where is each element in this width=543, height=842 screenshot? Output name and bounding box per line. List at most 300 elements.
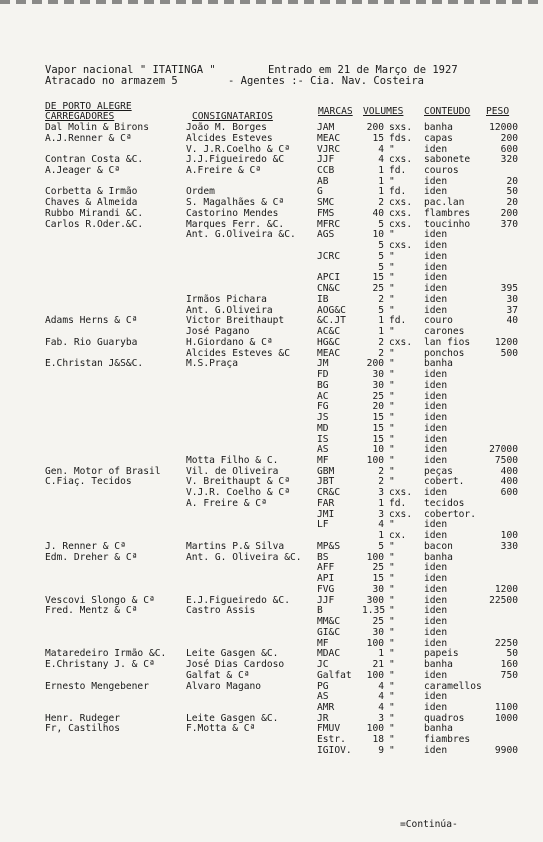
shipper-cell: J. Renner & Cª (45, 540, 126, 552)
table-row (0, 359, 543, 369)
shipper-cell: Vescovi Slongo & Cª (45, 594, 155, 606)
consignee-cell: João M. Borges (186, 122, 267, 133)
volume-count-cell: 30 (372, 583, 384, 595)
table-row (0, 177, 543, 187)
table-row (0, 370, 543, 380)
table-row (0, 424, 543, 434)
volume-count-cell: 2 (378, 476, 384, 488)
package-type-cell: cxs. (389, 487, 413, 499)
marks-cell: MDAC (317, 648, 341, 660)
table-row (0, 402, 543, 412)
volume-count-cell: 5 (378, 218, 384, 230)
table-row (0, 714, 543, 724)
contents-cell: peças (424, 465, 453, 477)
package-type-cell: cx. (389, 530, 407, 542)
col-header-contents: CONTEUDO (424, 106, 471, 117)
volume-count-cell: 100 (366, 637, 384, 649)
contents-cell: iden (424, 605, 448, 617)
table-row (0, 628, 543, 638)
volume-count-cell: 30 (372, 369, 384, 380)
weight-cell: 160 (500, 659, 518, 670)
marks-cell: MD (317, 422, 329, 434)
marks-cell: API (317, 573, 335, 585)
volume-count-cell: 18 (372, 734, 384, 746)
contents-cell: lan fios (424, 336, 471, 348)
volume-count-cell: 15 (372, 272, 384, 284)
package-type-cell: " (389, 304, 395, 316)
package-type-cell: " (389, 250, 395, 262)
table-row (0, 338, 543, 348)
marks-cell: MFRC (317, 218, 341, 230)
volume-count-cell: 1 (378, 315, 384, 327)
weight-cell: 320 (500, 154, 518, 166)
weight-cell: 12000 (489, 122, 518, 133)
shipper-cell: Corbetta & Irmão (45, 186, 138, 198)
package-type-cell: " (389, 401, 395, 413)
origin-heading: DE PORTO ALEGRE (45, 101, 132, 112)
marks-cell: AC&C (317, 326, 341, 338)
marks-cell: VJRC (317, 143, 341, 155)
table-row (0, 392, 543, 402)
contents-cell: pac.lan (424, 197, 465, 209)
package-type-cell: cxs. (389, 240, 413, 252)
marks-cell: CR&C (317, 487, 341, 499)
consignee-cell: Marques Ferr. &C. (186, 218, 285, 230)
marks-cell: BG (317, 379, 329, 391)
package-type-cell: " (389, 573, 395, 585)
contents-cell: banha (424, 659, 453, 670)
marks-cell: JBT (317, 476, 335, 488)
weight-cell: 50 (506, 648, 518, 660)
weight-cell: 2250 (494, 637, 518, 649)
table-row (0, 671, 543, 681)
weight-cell: 50 (506, 186, 518, 198)
package-type-cell: " (389, 702, 395, 713)
volume-count-cell: 1 (378, 175, 384, 187)
package-type-cell: " (389, 734, 395, 746)
volume-count-cell: 3 (378, 712, 384, 724)
marks-cell: Estr. (317, 734, 346, 746)
contents-cell: iden (424, 626, 448, 638)
package-type-cell: " (389, 272, 395, 284)
col-header-weight: PESO (486, 106, 510, 117)
shipper-cell: Adams Herns & Cª (45, 315, 138, 327)
consignee-cell: Galfat & Cª (186, 669, 250, 681)
marks-cell: APCI (317, 272, 341, 284)
volume-count-cell: 25 (372, 562, 384, 574)
package-type-cell: " (389, 712, 395, 724)
marks-cell: LF (317, 519, 329, 531)
contents-cell: iden (424, 412, 448, 423)
package-type-cell: cxs. (389, 197, 413, 209)
weight-cell: 330 (500, 540, 518, 552)
weight-cell: 100 (500, 530, 518, 542)
package-type-cell: " (389, 637, 395, 649)
volume-count-cell: 2 (378, 197, 384, 209)
package-type-cell: sxs. (389, 122, 413, 133)
volume-count-cell: 15 (372, 422, 384, 434)
col-header-volumes: VOLUMES (363, 106, 404, 117)
volume-count-cell: 3 (378, 508, 384, 520)
package-type-cell: " (389, 540, 395, 552)
marks-cell: JMI (317, 508, 335, 520)
package-type-cell: " (389, 261, 395, 273)
volume-count-cell: 100 (366, 454, 384, 466)
weight-cell: 600 (500, 143, 518, 155)
marks-cell: &C.JT (317, 315, 346, 327)
contents-cell: iden (424, 390, 448, 402)
package-type-cell: " (389, 519, 395, 531)
marks-cell: FAR (317, 497, 335, 509)
volume-count-cell: 2 (378, 347, 384, 359)
marks-cell: JR (317, 712, 329, 724)
contents-cell: flambres (424, 207, 471, 219)
marks-cell: SMC (317, 197, 335, 209)
marks-cell: AFF (317, 562, 335, 574)
contents-cell: banha (424, 551, 453, 563)
table-row (0, 263, 543, 273)
table-row (0, 510, 543, 520)
table-row (0, 445, 543, 455)
contents-cell: iden (424, 637, 448, 649)
vessel-title: Vapor nacional " ITATINGA " (45, 64, 216, 76)
table-row (0, 488, 543, 498)
table-row (0, 349, 543, 359)
contents-cell: cobertor. (424, 508, 476, 520)
shipper-cell: Rubbo Mirandi &C. (45, 207, 144, 219)
volume-count-cell: 2 (378, 336, 384, 348)
shipper-cell: Contran Costa &C. (45, 154, 144, 166)
marks-cell: CCB (317, 165, 335, 176)
table-row (0, 381, 543, 391)
contents-cell: quadros (424, 712, 465, 724)
table-row (0, 746, 543, 756)
volume-count-cell: 1 (378, 326, 384, 338)
package-type-cell: fd. (389, 497, 407, 509)
contents-cell: iden (424, 444, 448, 456)
contents-cell: iden (424, 530, 448, 542)
consignee-cell: Ant. G.Oliveira (186, 304, 273, 316)
volume-count-cell: 1 (378, 530, 384, 542)
contents-cell: banha (424, 358, 453, 370)
marks-cell: GBM (317, 465, 335, 477)
weight-cell: 400 (500, 465, 518, 477)
shipper-cell: Fab. Rio Guaryba (45, 336, 138, 348)
package-type-cell: cxs. (389, 508, 413, 520)
contents-cell: iden (424, 583, 448, 595)
contents-cell: iden (424, 573, 448, 585)
volume-count-cell: 2 (378, 293, 384, 305)
consignee-cell: E.J.Figueiredo &C. (186, 594, 290, 606)
volume-count-cell: 4 (378, 691, 384, 703)
shipper-cell: A.Jeager & Cª (45, 165, 121, 176)
volume-count-cell: 200 (366, 122, 384, 133)
weight-cell: 1200 (494, 583, 518, 595)
marks-cell: G (317, 186, 323, 198)
table-row (0, 563, 543, 573)
table-row (0, 209, 543, 219)
table-row (0, 316, 543, 326)
weight-cell: 22500 (489, 594, 518, 606)
package-type-cell: " (389, 347, 395, 359)
marks-cell: JC (317, 659, 329, 670)
agents-line: - Agentes :- Cia. Nav. Costeira (228, 75, 424, 87)
marks-cell: MEAC (317, 347, 341, 359)
contents-cell: iden (424, 669, 448, 681)
table-row (0, 187, 543, 197)
contents-cell: papeis (424, 648, 459, 660)
consignee-cell: V. J.R.Coelho & Cª (186, 143, 290, 155)
contents-cell: iden (424, 401, 448, 413)
package-type-cell: " (389, 680, 395, 692)
table-row (0, 198, 543, 208)
volume-count-cell: 100 (366, 551, 384, 563)
package-type-cell: " (389, 293, 395, 305)
marks-cell: AS (317, 691, 329, 703)
contents-cell: toucinho (424, 218, 471, 230)
shipper-cell: Edm. Dreher & Cª (45, 551, 138, 563)
shipper-cell: Carlos R.Oder.&C. (45, 218, 144, 230)
marks-cell: JAM (317, 122, 335, 133)
table-row (0, 542, 543, 552)
package-type-cell: " (389, 326, 395, 338)
package-type-cell: " (389, 444, 395, 456)
volume-count-cell: 1 (378, 186, 384, 198)
volume-count-cell: 1 (378, 165, 384, 176)
weight-cell: 750 (500, 669, 518, 681)
consignee-cell: Ordem (186, 186, 215, 198)
volume-count-cell: 4 (378, 143, 384, 155)
weight-cell: 600 (500, 487, 518, 499)
marks-cell: FVG (317, 583, 335, 595)
contents-cell: capas (424, 132, 453, 144)
marks-cell: JJF (317, 594, 335, 606)
volume-count-cell: 15 (372, 433, 384, 445)
volume-count-cell: 10 (372, 444, 384, 456)
package-type-cell: " (389, 465, 395, 477)
contents-cell: iden (424, 691, 448, 703)
weight-cell: 400 (500, 476, 518, 488)
marks-cell: MP&S (317, 540, 341, 552)
table-row (0, 295, 543, 305)
marks-cell: AOG&C (317, 304, 346, 316)
volume-count-cell: 5 (378, 250, 384, 262)
marks-cell: AGS (317, 229, 335, 241)
consignee-cell: Castro Assis (186, 605, 256, 617)
package-type-cell: " (389, 626, 395, 638)
consignee-cell: V. Breithaupt & Cª (186, 476, 290, 488)
marks-cell: JM (317, 358, 329, 370)
package-type-cell: " (389, 283, 395, 295)
volume-count-cell: 100 (366, 669, 384, 681)
consignee-cell: M.S.Praça (186, 358, 238, 370)
contents-cell: iden (424, 304, 448, 316)
contents-cell: couros (424, 165, 459, 176)
marks-cell: AS (317, 444, 329, 456)
shipper-cell: A.J.Renner & Cª (45, 132, 132, 144)
weight-cell: 37 (506, 304, 518, 316)
contents-cell: iden (424, 293, 448, 305)
marks-cell: MF (317, 454, 329, 466)
contents-cell: ponchos (424, 347, 465, 359)
volume-count-cell: 4 (378, 154, 384, 166)
table-row (0, 230, 543, 240)
package-type-cell: " (389, 691, 395, 703)
marks-cell: FMUV (317, 723, 341, 735)
volume-count-cell: 2 (378, 465, 384, 477)
package-type-cell: fds. (389, 132, 413, 144)
package-type-cell: " (389, 605, 395, 617)
marks-cell: B (317, 605, 323, 617)
consignee-cell: Ant. G. Oliveira &C. (186, 551, 302, 563)
contents-cell: iden (424, 744, 448, 756)
consignee-cell: Motta Filho & C. (186, 454, 279, 466)
package-type-cell: fd. (389, 315, 407, 327)
contents-cell: iden (424, 487, 448, 499)
consignee-cell: Irmãos Pichara (186, 293, 267, 305)
weight-cell: 30 (506, 293, 518, 305)
table-row (0, 467, 543, 477)
contents-cell: iden (424, 519, 448, 531)
volume-count-cell: 200 (366, 358, 384, 370)
weight-cell: 27000 (489, 444, 518, 456)
package-type-cell: " (389, 551, 395, 563)
contents-cell: fiambres (424, 734, 471, 746)
weight-cell: 20 (506, 175, 518, 187)
package-type-cell: " (389, 358, 395, 370)
marks-cell: Galfat (317, 669, 352, 681)
table-row (0, 413, 543, 423)
package-type-cell: " (389, 562, 395, 574)
contents-cell: iden (424, 616, 448, 627)
package-type-cell: " (389, 175, 395, 187)
table-row (0, 284, 543, 294)
shipper-cell: Henr. Rudeger (45, 712, 121, 724)
marks-cell: MF (317, 637, 329, 649)
table-row (0, 531, 543, 541)
marks-cell: JJF (317, 154, 335, 166)
package-type-cell: cxs. (389, 218, 413, 230)
table-row (0, 327, 543, 337)
consignee-cell: F.Motta & Cª (186, 723, 256, 735)
package-type-cell: " (389, 390, 395, 402)
arrival-date: Entrado em 21 de Março de 1927 (268, 64, 458, 76)
col-header-marks: MARCAS (318, 106, 353, 117)
volume-count-cell: 15 (372, 412, 384, 423)
package-type-cell: fd. (389, 165, 407, 176)
table-row (0, 606, 543, 616)
shipper-cell: Fred. Mentz & Cª (45, 605, 138, 617)
table-row (0, 155, 543, 165)
marks-cell: FG (317, 401, 329, 413)
package-type-cell: " (389, 723, 395, 735)
contents-cell: iden (424, 250, 448, 262)
consignee-cell: Castorino Mendes (186, 207, 279, 219)
consignee-cell: Alcides Esteves &C (186, 347, 290, 359)
consignee-cell: José Pagano (186, 326, 250, 338)
weight-cell: 1200 (494, 336, 518, 348)
shipper-cell: E.Christany J. & Cª (45, 659, 155, 670)
shipper-cell: Gen. Motor of Brasil (45, 465, 161, 477)
contents-cell: iden (424, 272, 448, 284)
volume-count-cell: 4 (378, 702, 384, 713)
package-type-cell: " (389, 422, 395, 434)
marks-cell: AB (317, 175, 329, 187)
consignee-cell: Alcides Esteves (186, 132, 273, 144)
consignee-cell: Leite Gasgen &C. (186, 648, 279, 660)
table-row (0, 306, 543, 316)
contents-cell: iden (424, 143, 448, 155)
marks-cell: IS (317, 433, 329, 445)
volume-count-cell: 1 (378, 648, 384, 660)
table-row (0, 585, 543, 595)
col-header-shippers: CARREGADORES (45, 111, 115, 122)
contents-cell: iden (424, 562, 448, 574)
volume-count-cell: 3 (378, 487, 384, 499)
volume-count-cell: 1.35 (362, 605, 386, 617)
contents-cell: iden (424, 379, 448, 391)
volume-count-cell: 9 (378, 744, 384, 756)
volume-count-cell: 4 (378, 519, 384, 531)
table-row (0, 724, 543, 734)
weight-cell: 9900 (494, 744, 518, 756)
shipper-cell: Chaves & Almeida (45, 197, 138, 209)
volume-count-cell: 5 (378, 540, 384, 552)
volume-count-cell: 25 (372, 616, 384, 627)
package-type-cell: " (389, 433, 395, 445)
weight-cell: 1000 (494, 712, 518, 724)
contents-cell: iden (424, 422, 448, 434)
contents-cell: iden (424, 175, 448, 187)
shipper-cell: C.Fiaç. Tecidos (45, 476, 132, 488)
volume-count-cell: 10 (372, 229, 384, 241)
consignee-cell: José Dias Cardoso (186, 659, 285, 670)
volume-count-cell: 4 (378, 680, 384, 692)
table-row (0, 553, 543, 563)
marks-cell: AC (317, 390, 329, 402)
contents-cell: banha (424, 122, 453, 133)
table-row (0, 596, 543, 606)
marks-cell: FMS (317, 207, 335, 219)
consignee-cell: H.Giordano & Cª (186, 336, 273, 348)
contents-cell: iden (424, 240, 448, 252)
package-type-cell: " (389, 669, 395, 681)
package-type-cell: fd. (389, 186, 407, 198)
consignee-cell: J.J.Figueiredo &C (186, 154, 285, 166)
contents-cell: iden (424, 261, 448, 273)
package-type-cell: " (389, 369, 395, 380)
shipper-cell: Mataredeiro Irmão &C. (45, 648, 167, 660)
consignee-cell: Martins P.& Silva (186, 540, 285, 552)
volume-count-cell: 25 (372, 283, 384, 295)
table-row (0, 477, 543, 487)
marks-cell: HG&C (317, 336, 341, 348)
package-type-cell: cxs. (389, 207, 413, 219)
contents-cell: banha (424, 723, 453, 735)
table-row (0, 682, 543, 692)
contents-cell: couro (424, 315, 453, 327)
table-row (0, 273, 543, 283)
volume-count-cell: 30 (372, 626, 384, 638)
package-type-cell: " (389, 659, 395, 670)
volume-count-cell: 21 (372, 659, 384, 670)
shipper-cell: Fr, Castilhos (45, 723, 121, 735)
shipper-cell: Dal Molin & Birons (45, 122, 149, 133)
package-type-cell: cxs. (389, 336, 413, 348)
consignee-cell: Alvaro Magano (186, 680, 262, 692)
weight-cell: 40 (506, 315, 518, 327)
consignee-cell: Leite Gasgen &C. (186, 712, 279, 724)
